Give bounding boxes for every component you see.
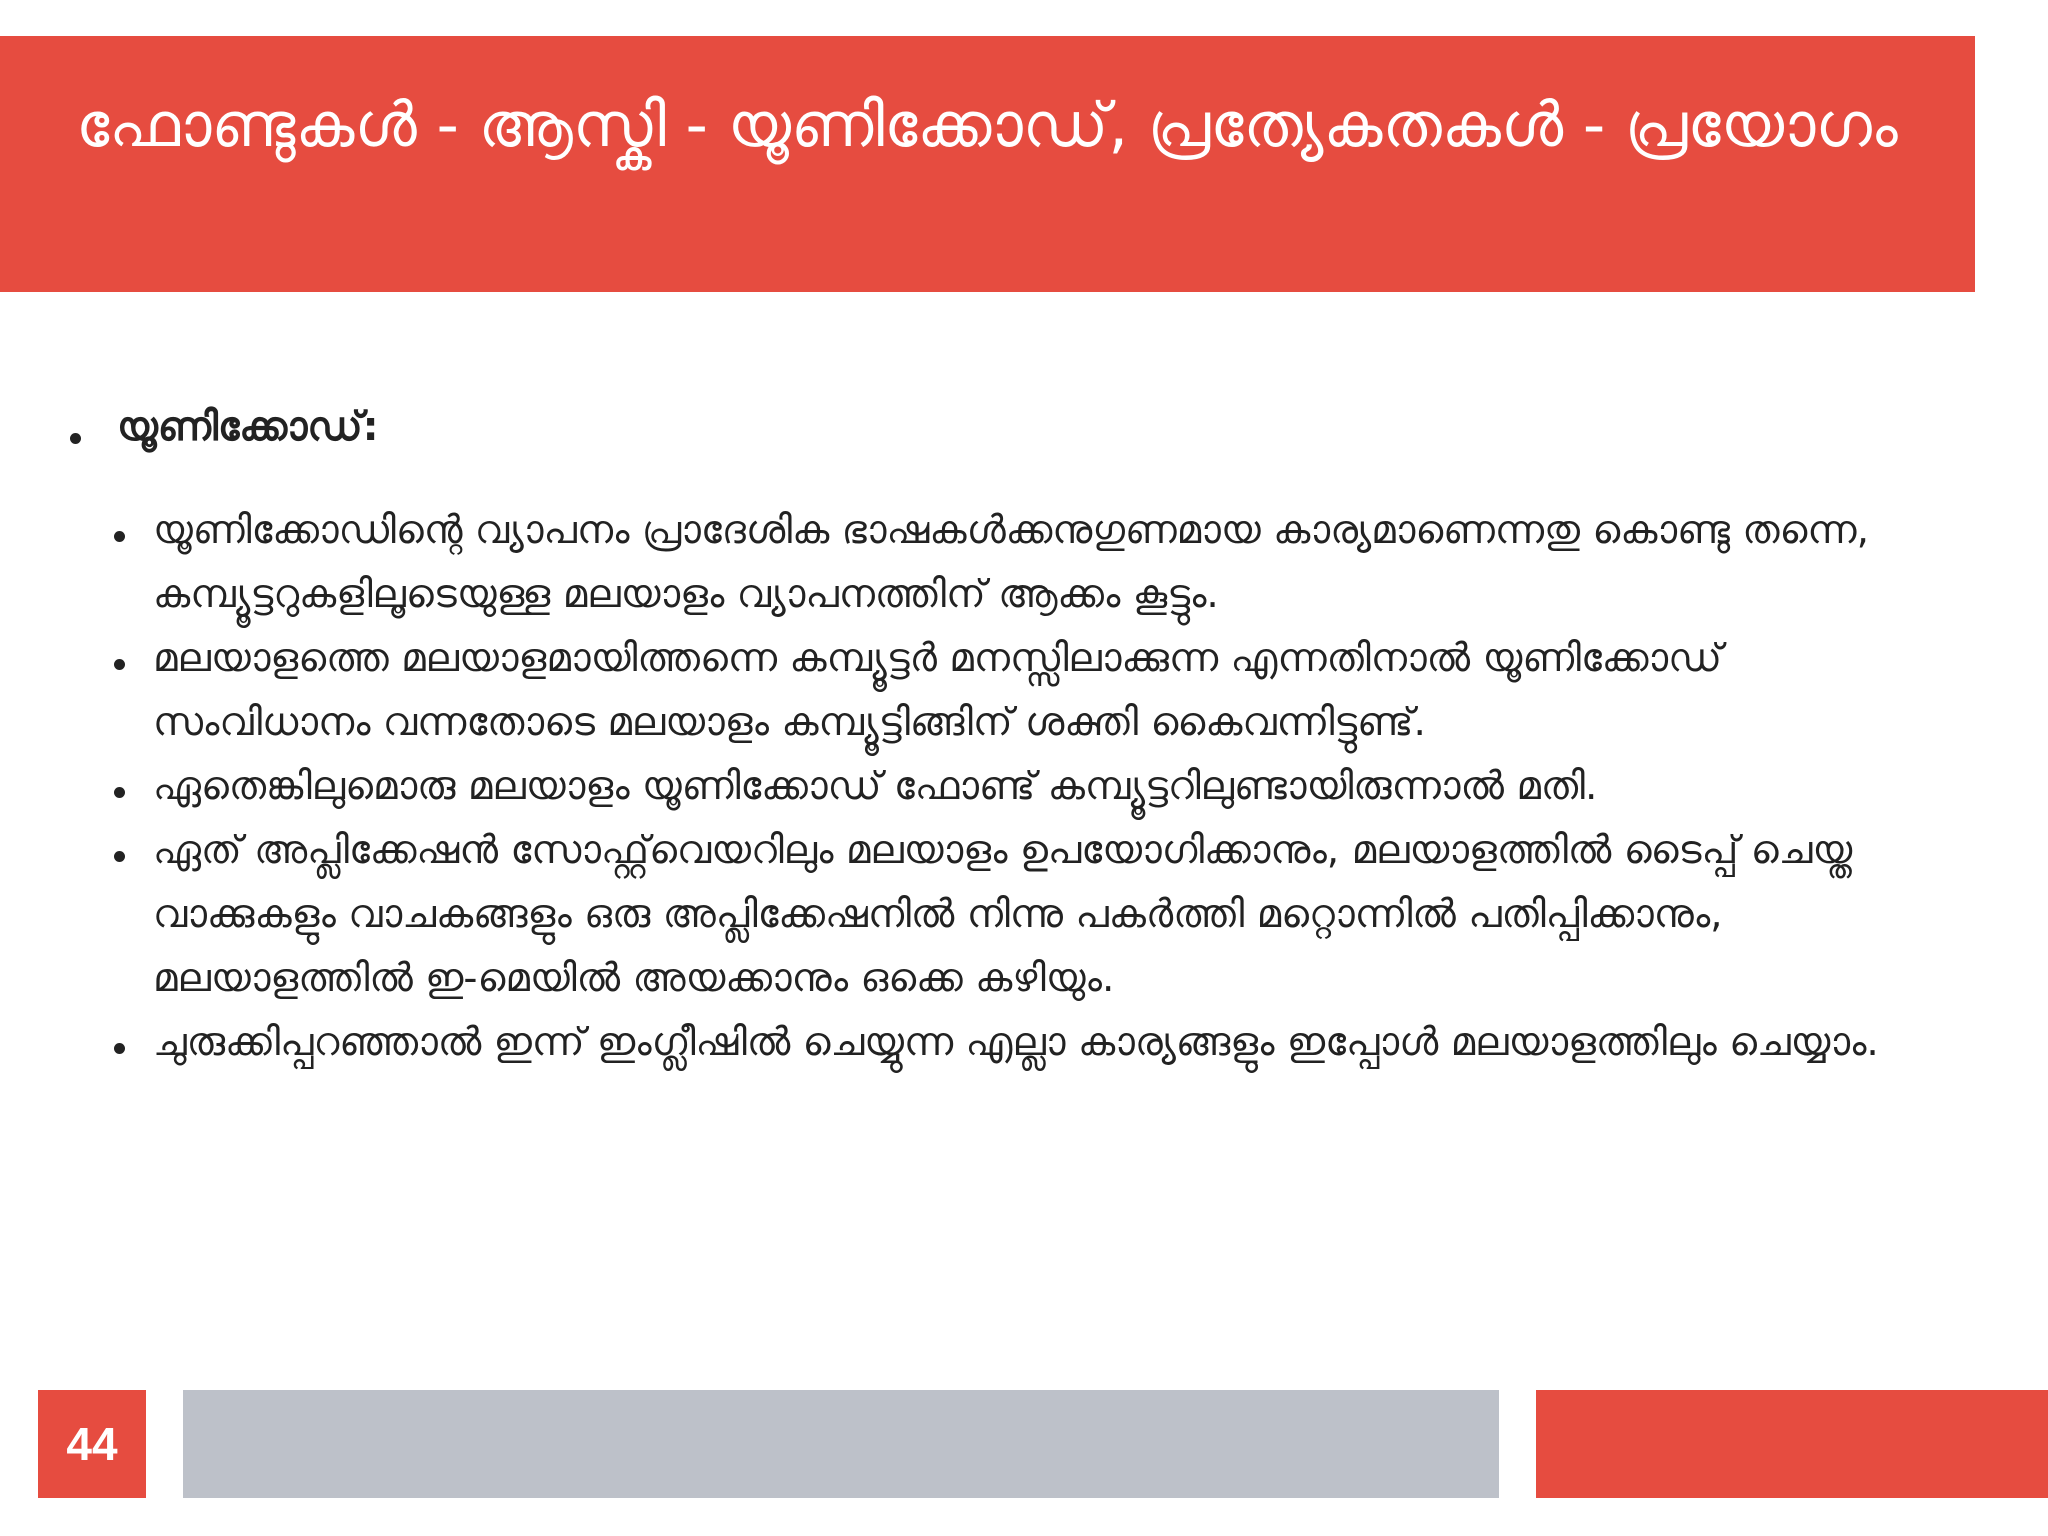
list-item — [114, 627, 1990, 755]
list-item-text: ഏത് അപ്ലിക്കേഷൻ സോഫ്റ്റ്‌വെയറിലും മലയാളം ഉപയോഗിക്കാനും, മലയാളത്തിൽ ടൈപ്പ് ചെയ്ത വാക്കുകളും വാചകങ്ങളും ഒരു അപ്ലിക്കേഷനിൽ നിന്നു പകർത്തി മറ്റൊന്നിൽ പതിപ്പിക്കാനും, മലയാളത്തിൽ ഇ-മെയിൽ അയക്കാനും ഒക്കെ കഴിയും. — [153, 828, 1853, 1001]
bullet-icon — [114, 787, 125, 798]
bullet-icon — [114, 1043, 125, 1054]
list-item — [114, 755, 1990, 819]
list-item-text: ചുരുക്കിപ്പറഞ്ഞാൽ ഇന്ന് ഇംഗ്ലീഷിൽ ചെയ്യുന്ന എല്ലാ കാര്യങ്ങളും ഇപ്പോൾ മലയാളത്തിലും ചെയ്യാം. — [153, 1020, 1879, 1065]
list-item-text: യൂണിക്കോഡിന്റെ വ്യാപനം പ്രാദേശിക ഭാഷകൾക്കനുഗുണമായ കാര്യമാണെന്നതു കൊണ്ടു തന്നെ, കമ്പ്യൂട്ടറുകളിലൂടെയുള്ള മലയാളം വ്യാപനത്തിന് ആക്കം കൂട്ടും. — [153, 508, 1869, 617]
bullet-icon — [114, 531, 125, 542]
bullet-icon — [114, 851, 125, 862]
slide-content — [70, 395, 1990, 1075]
footer-gray-bar — [183, 1390, 1499, 1498]
bullet-icon — [114, 659, 125, 670]
footer-red-bar — [1536, 1390, 2048, 1498]
list-item-text: മലയാളത്തെ മലയാളമായിത്തന്നെ കമ്പ്യൂട്ടർ മനസ്സിലാക്കുന്ന എന്നതിനാൽ യൂണിക്കോഡ് സംവിധാനം വന്നതോടെ മലയാളം കമ്പ്യൂട്ടിങ്ങിന് ശക്തി കൈവന്നിട്ടുണ്ട്. — [153, 636, 1723, 745]
title-banner — [0, 36, 1975, 292]
list-item-text: ഏതെങ്കിലുമൊരു മലയാളം യൂണിക്കോഡ് ഫോണ്ട് കമ്പ്യൂട്ടറിലുണ്ടായിരുന്നാൽ മതി. — [153, 764, 1598, 809]
slide-title: ഫോണ്ടുകൾ - ആസ്കി - യൂണിക്കോഡ്, പ്രത്യേകതകൾ - പ്രയോഗം — [76, 88, 1898, 161]
page-number: 44 — [38, 1390, 146, 1498]
section-heading: യൂണിക്കോഡ്: — [117, 404, 379, 450]
list-item — [114, 1011, 1990, 1075]
list-item — [114, 499, 1990, 627]
bullet-list — [70, 499, 1990, 1075]
heading-list-item — [70, 395, 1990, 459]
list-item — [114, 819, 1990, 1011]
bullet-icon — [70, 433, 81, 444]
